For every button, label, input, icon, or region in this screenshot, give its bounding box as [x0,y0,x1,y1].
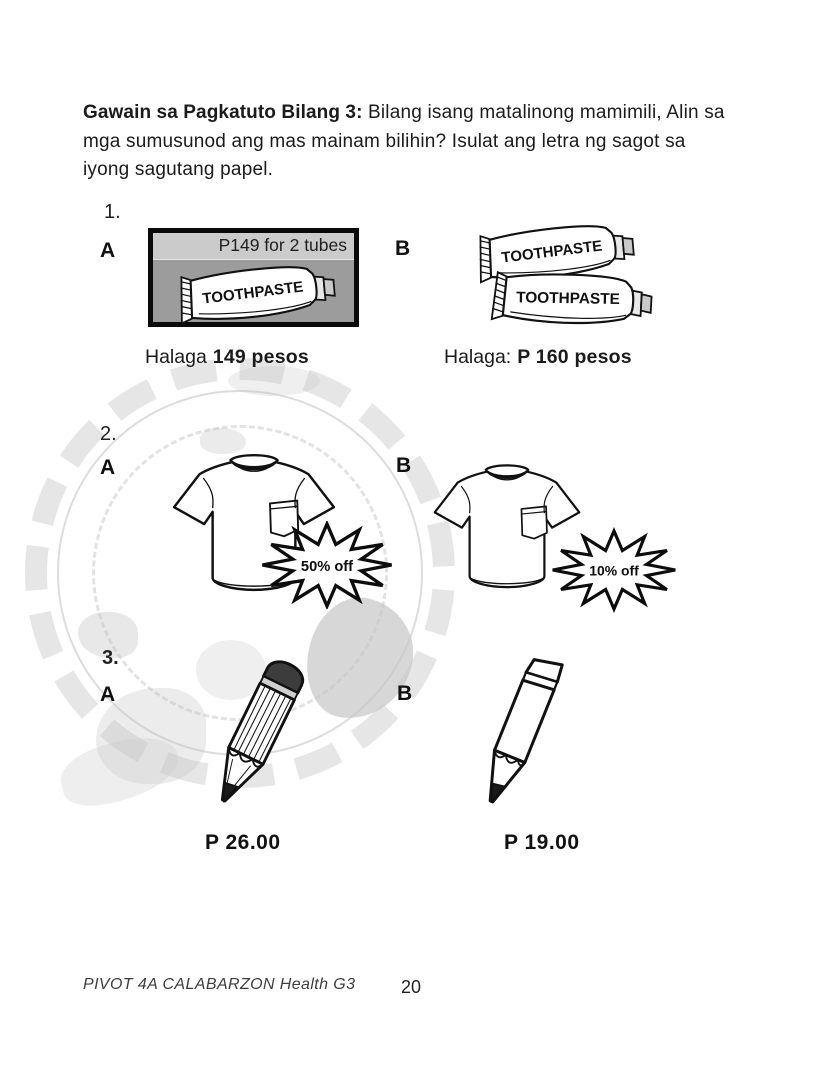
activity-title [83,99,728,185]
toothpaste-tube-illustration [481,268,656,332]
question-3-number: 3. [102,647,119,669]
question-3-option-b-price: P 19.00 [504,831,580,854]
price-value: P 160 pesos [517,346,632,368]
toothpaste-box-offer-text: P149 for 2 tubes [153,233,354,260]
discount-starburst [549,527,679,613]
footer-page-number: 20 [401,977,422,997]
watermark-blotch [228,366,320,396]
activity-title-bold: Gawain sa Pagkatuto Bilang 3: [83,102,363,123]
toothpaste-label: TOOTHPASTE [500,237,604,267]
question-2-number: 2. [100,423,117,445]
question-1-option-a-price [145,346,309,369]
question-3-option-a-price: P 26.00 [205,831,281,854]
toothpaste-box-illustration [148,228,359,327]
watermark-blotch [55,728,185,813]
question-3-option-b-letter: B [397,682,413,705]
question-1-option-b-letter: B [395,237,411,260]
price-prefix: Halaga [145,346,207,368]
footer-source: PIVOT 4A CALABARZON Health G3 [83,976,356,993]
question-1-option-a-letter: A [100,239,116,262]
pencil-illustration [455,641,583,823]
question-1-option-b-price [444,346,632,369]
question-2-option-b-letter: B [396,454,412,477]
toothpaste-label: TOOTHPASTE [201,278,305,308]
question-1-number: 1. [104,201,121,223]
toothpaste-label: TOOTHPASTE [516,289,620,309]
activity-title-instructions: Bilang isang matalinong mamimili, Alin sa mga sumusunod ang mas mainam bilihin? Isulat ang letra ng sagot sa iyong sagutang papel. [83,102,725,180]
discount-starburst [258,521,396,609]
price-value: 149 pesos [212,346,309,368]
toothpaste-tube-illustration [167,260,339,328]
discount-label: 10% off [589,562,639,579]
question-2-option-a-letter: A [100,456,116,479]
price-prefix: Halaga: [444,346,512,368]
question-3-option-a-letter: A [100,683,116,706]
discount-label: 50% off [300,558,354,575]
